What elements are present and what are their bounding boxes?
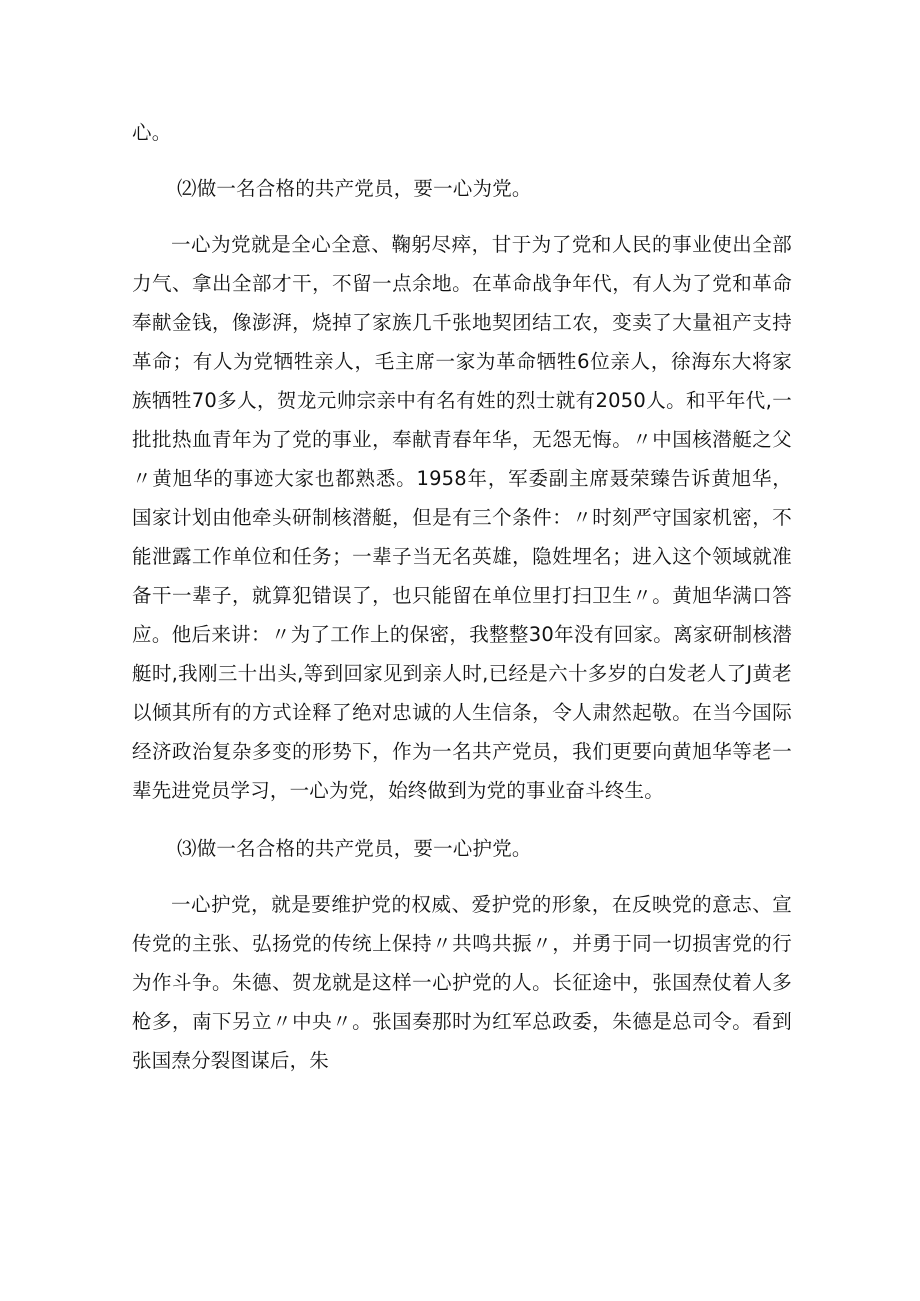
section-heading-2: ⑵做一名合格的共产党员，要一心为党。 xyxy=(177,177,532,200)
section-heading-3: ⑶做一名合格的共产党员，要一心护党。 xyxy=(177,837,532,860)
paragraph-loyal-to-party: 一心为党就是全心全意、鞠躬尽瘁，甘于为了党和人民的事业使出全部力气、拿出全部才干，不留一点余地。在革命战争年代，有人为了党和革命奉献金钱，像澎湃，烧掉了家族几千张地契团结工农，变卖了大量祖产支持革命；有人为党牺牲亲人，毛主席一家为革命牺牲6位亲人，徐海东大将家族牺牲70多人，贺龙元帅宗亲中有名有姓的烈士就有2050人。和平年代,一批批热血青年为了党的事业，奉献青春年华，无怨无悔。〃中国核潜艇之父〃黄旭华的事迹大家也都熟悉。1958年，军委副主席聂荣臻告诉黄旭华，国家计划由他牵头研制核潜艇，但是有三个条件：〃时刻严守国家机密，不能泄露工作单位和任务；一辈子当无名英雄，隐姓埋名；进入这个领域就准备干一辈子，就算犯错误了，也只能留在单位里打扫卫生〃。黄旭华满口答应。他后来讲：〃为了工作上的保密，我整整30年没有回家。离家研制核潜艇时,我刚三十出头,等到回家见到亲人时,已经是六十多岁的白发老人了J黄老以倾其所有的方式诠释了绝对忠诚的人生信条，令人肃然起敬。在当今国际经济政治复杂多变的形势下，作为一名共产党员，我们更要向黄旭华等老一辈先进党员学习，一心为党，始终做到为党的事业奋斗终生。 xyxy=(132,233,792,802)
document-body xyxy=(132,113,792,1080)
paragraph-continuation: 心。 xyxy=(132,121,172,144)
paragraph-protect-party: 一心护党，就是要维护党的权威、爱护党的形象，在反映党的意志、宣传党的主张、弘扬党的传统上保持〃共鸣共振〃，并勇于同一切损害党的行为作斗争。朱德、贺龙就是这样一心护党的人。长征途中，张国焘仗着人多枪多，南下另立〃中央〃。张国奏那时为红军总政委，朱德是总司令。看到张国焘分裂图谋后，朱 xyxy=(132,893,792,1072)
